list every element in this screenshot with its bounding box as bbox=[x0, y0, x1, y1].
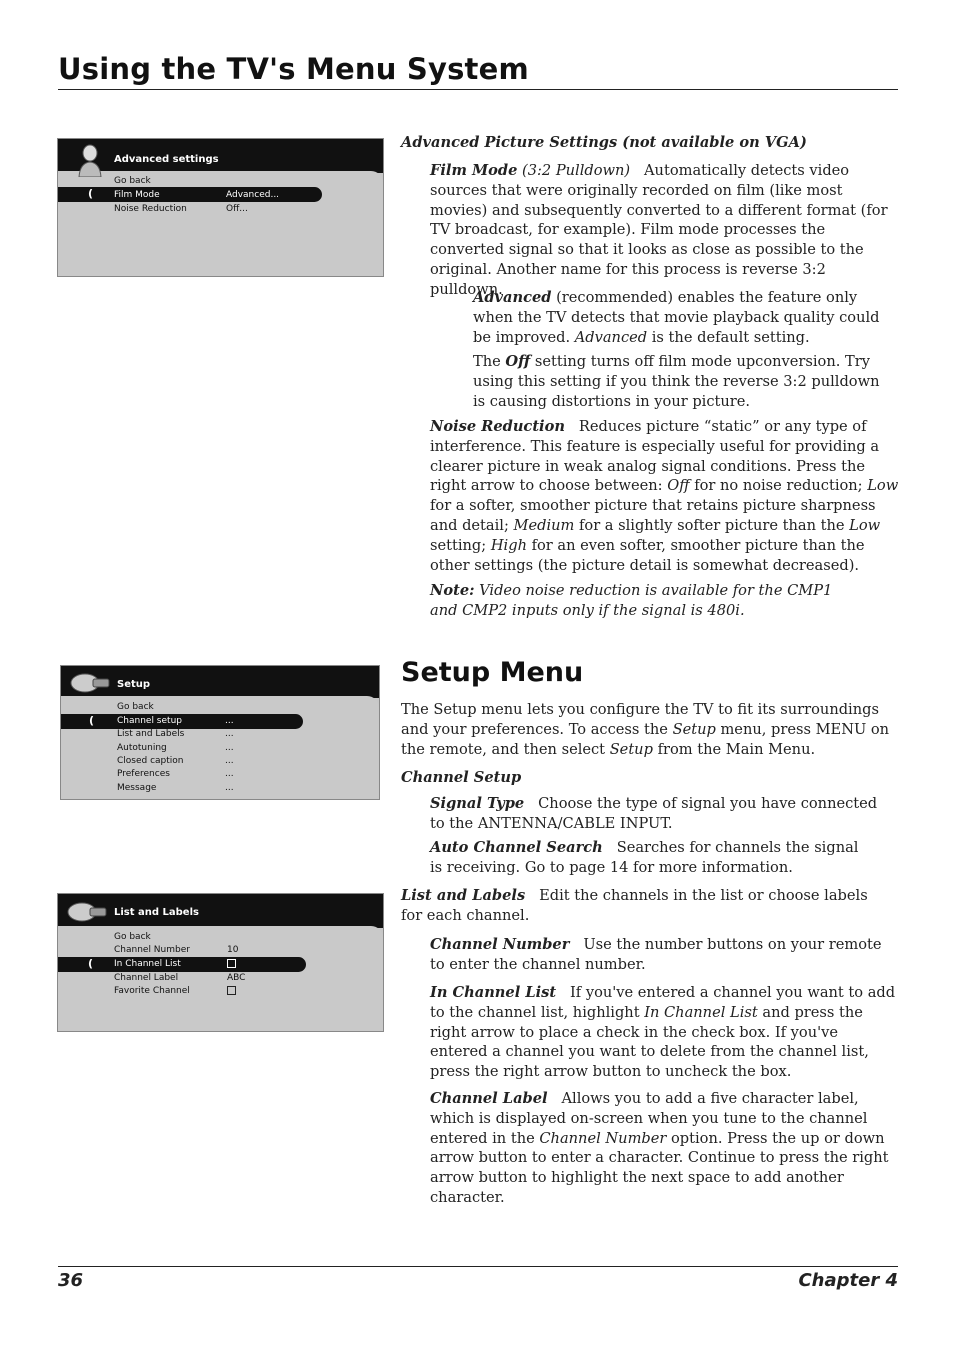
setup-intro-3: from the Main Menu. bbox=[657, 740, 816, 758]
row-value: ABC bbox=[227, 973, 246, 983]
signal-type-paragraph bbox=[430, 794, 890, 834]
channel-number-text: Use the number buttons on your remote to enter the channel number. bbox=[430, 936, 882, 973]
title-rule bbox=[58, 89, 898, 90]
satellite-dish-icon bbox=[66, 900, 108, 924]
note-paragraph bbox=[430, 581, 850, 621]
signal-type-term: Signal Type bbox=[430, 795, 525, 812]
page-title: Using the TV's Menu System bbox=[58, 52, 529, 86]
auto-channel-paragraph bbox=[430, 838, 860, 878]
row-label: Favorite Channel bbox=[114, 986, 190, 996]
row-value: ... bbox=[225, 756, 234, 766]
menu-row-favorite-channel[interactable] bbox=[114, 984, 374, 998]
menu-title: List and Labels bbox=[114, 907, 199, 918]
row-label: Film Mode bbox=[114, 190, 160, 200]
row-value: ... bbox=[225, 769, 234, 779]
row-value: 10 bbox=[227, 945, 239, 955]
nr-text-5: setting; bbox=[430, 536, 487, 554]
row-label: Message bbox=[117, 783, 157, 793]
row-value: Advanced... bbox=[226, 190, 280, 200]
channel-label-text-2: option. Press the up or down arrow button to enter a character. Continue to press the right arrow button to highlight the next space to add another character. bbox=[430, 1129, 889, 1206]
row-label: Preferences bbox=[117, 769, 170, 779]
list-and-labels-menu bbox=[57, 893, 384, 1032]
advanced-term: Advanced bbox=[473, 289, 552, 306]
row-value: ... bbox=[225, 729, 234, 739]
selection-arrow-icon: ( bbox=[88, 187, 94, 200]
advanced-italic: Advanced bbox=[574, 328, 648, 346]
nr-low: Low bbox=[867, 477, 899, 495]
menu-row-message[interactable] bbox=[117, 781, 367, 795]
off-term: Off bbox=[505, 353, 531, 370]
channel-number-paragraph bbox=[430, 935, 890, 975]
note-term: Note: bbox=[430, 582, 475, 599]
film-mode-term: Film Mode bbox=[430, 162, 518, 179]
row-value: ... bbox=[225, 743, 234, 753]
in-channel-list-paragraph bbox=[430, 983, 900, 1082]
list-labels-term: List and Labels bbox=[401, 887, 526, 904]
selection-arrow-icon: ( bbox=[89, 714, 95, 727]
off-option-paragraph bbox=[473, 352, 893, 411]
menu-row-go-back[interactable] bbox=[114, 930, 374, 944]
row-label: Channel Number bbox=[114, 945, 190, 955]
nr-off: Off bbox=[667, 477, 690, 495]
row-label: Channel setup bbox=[117, 716, 182, 726]
menu-row-channel-label[interactable] bbox=[114, 971, 374, 985]
nr-low-2: Low bbox=[849, 516, 881, 534]
noise-reduction-term: Noise Reduction bbox=[430, 418, 565, 435]
menu-row-autotuning[interactable] bbox=[117, 741, 367, 755]
off-prefix: The bbox=[473, 353, 501, 370]
nr-high: High bbox=[490, 536, 527, 554]
note-text: Video noise reduction is available for the CMP1 and CMP2 inputs only if the signal is 480i. bbox=[430, 582, 833, 619]
menu-row-closed-caption[interactable] bbox=[117, 754, 367, 768]
nr-text-2: for no noise reduction; bbox=[694, 477, 863, 495]
checkbox-icon[interactable] bbox=[227, 957, 236, 971]
menu-row-channel-number[interactable] bbox=[114, 943, 374, 957]
advanced-text-2: is the default setting. bbox=[651, 328, 810, 346]
list-labels-paragraph bbox=[401, 886, 876, 926]
row-label: Go back bbox=[117, 702, 154, 712]
row-label: Autotuning bbox=[117, 743, 167, 753]
channel-number-term: Channel Number bbox=[430, 936, 570, 953]
advanced-settings-menu bbox=[57, 138, 384, 277]
in-channel-list-term: In Channel List bbox=[430, 984, 557, 1001]
nr-text-3: for a softer, smoother picture that retains picture sharpness and detail; bbox=[430, 497, 876, 534]
checkbox-icon[interactable] bbox=[227, 984, 236, 998]
row-value: Off... bbox=[226, 204, 248, 214]
chapter-label: Chapter 4 bbox=[798, 1270, 898, 1291]
advanced-option-paragraph bbox=[473, 288, 888, 347]
channel-label-term: Channel Label bbox=[430, 1090, 548, 1107]
setup-menu bbox=[60, 665, 380, 800]
row-label: In Channel List bbox=[114, 959, 181, 969]
film-mode-subterm: (3:2 Pulldown) bbox=[522, 162, 631, 179]
menu-row-preferences[interactable] bbox=[117, 767, 367, 781]
row-label: Go back bbox=[114, 176, 151, 186]
in-channel-list-text-2: and press the right arrow to place a check in the check box. If you've entered a channel you want to delete from the channel list, press the right arrow button to uncheck the box. bbox=[430, 1003, 869, 1081]
setup-intro-paragraph bbox=[401, 700, 891, 759]
noise-reduction-paragraph bbox=[430, 417, 900, 575]
row-value: ... bbox=[225, 716, 234, 726]
setup-intro-1: The Setup menu lets you configure the TV to fit its surroundings and your preferences. To access the bbox=[401, 701, 879, 738]
menu-row-film-mode[interactable] bbox=[114, 188, 374, 202]
setup-intro-italic-2: Setup bbox=[609, 740, 653, 758]
selection-arrow-icon: ( bbox=[88, 957, 94, 970]
menu-title: Setup bbox=[117, 679, 151, 690]
row-label: Go back bbox=[114, 932, 151, 942]
menu-row-noise-reduction[interactable] bbox=[114, 202, 374, 216]
advanced-picture-heading: Advanced Picture Settings (not available on VGA) bbox=[401, 134, 807, 151]
setup-menu-heading: Setup Menu bbox=[401, 657, 584, 688]
row-label: Channel Label bbox=[114, 973, 179, 983]
row-label: List and Labels bbox=[117, 729, 185, 739]
in-channel-list-italic: In Channel List bbox=[644, 1003, 758, 1021]
satellite-dish-icon bbox=[69, 671, 111, 695]
off-text: setting turns off film mode upconversion. Try using this setting if you think the reverse 3:2 pulldown is causing distortions in your picture. bbox=[473, 353, 880, 410]
menu-row-channel-setup[interactable] bbox=[117, 714, 367, 728]
channel-label-text-1: Allows you to add a five character label, which is displayed on-screen when you tune to the channel entered in the bbox=[430, 1090, 868, 1147]
nr-text-1: Reduces picture “static” or any type of interference. This feature is especially useful for providing a clearer picture in weak analog signal conditions. Press the right arrow to choose between: bbox=[430, 418, 880, 495]
setup-intro-italic: Setup bbox=[672, 720, 716, 738]
row-label: Noise Reduction bbox=[114, 204, 187, 214]
menu-header bbox=[58, 139, 383, 173]
auto-channel-text: Searches for channels the signal is receiving. Go to page 14 for more information. bbox=[430, 839, 859, 876]
channel-label-italic: Channel Number bbox=[539, 1129, 667, 1147]
page-number: 36 bbox=[58, 1270, 84, 1291]
menu-row-go-back[interactable] bbox=[117, 700, 367, 714]
setup-intro-2: menu, press MENU on the remote, and then select bbox=[401, 720, 890, 758]
advanced-text-1: (recommended) enables the feature only when the TV detects that movie playback quality could be improved. bbox=[473, 289, 880, 346]
film-mode-text: Automatically detects video sources that were originally recorded on film (like most movies) and subsequently converted to a different format (for TV broadcast, for example). Film mode processes the converted signal so that it looks as close as possible to the original. Another name for this process is reverse 3:2 pulldown. bbox=[430, 162, 888, 298]
channel-label-paragraph bbox=[430, 1089, 890, 1208]
row-value: ... bbox=[225, 783, 234, 793]
menu-row-list-and-labels[interactable] bbox=[117, 727, 367, 741]
footer-rule bbox=[58, 1266, 898, 1267]
menu-title: Advanced settings bbox=[114, 154, 219, 165]
row-label: Closed caption bbox=[117, 756, 184, 766]
auto-channel-term: Auto Channel Search bbox=[430, 839, 603, 856]
list-labels-text: Edit the channels in the list or choose labels for each channel. bbox=[401, 887, 868, 924]
nr-text-6: for an even softer, smoother picture than the other settings (the picture detail is somewhat decreased). bbox=[430, 536, 865, 574]
menu-row-in-channel-list[interactable] bbox=[114, 957, 374, 971]
signal-type-text: Choose the type of signal you have connected to the ANTENNA/CABLE INPUT. bbox=[430, 795, 878, 832]
person-icon bbox=[76, 143, 104, 177]
film-mode-paragraph bbox=[430, 161, 890, 300]
menu-row-go-back[interactable] bbox=[114, 174, 374, 188]
nr-text-4: for a slightly softer picture than the bbox=[579, 516, 845, 534]
nr-medium: Medium bbox=[513, 516, 575, 534]
in-channel-list-text-1: If you've entered a channel you want to add to the channel list, highlight bbox=[430, 984, 896, 1021]
channel-setup-heading: Channel Setup bbox=[401, 769, 522, 786]
